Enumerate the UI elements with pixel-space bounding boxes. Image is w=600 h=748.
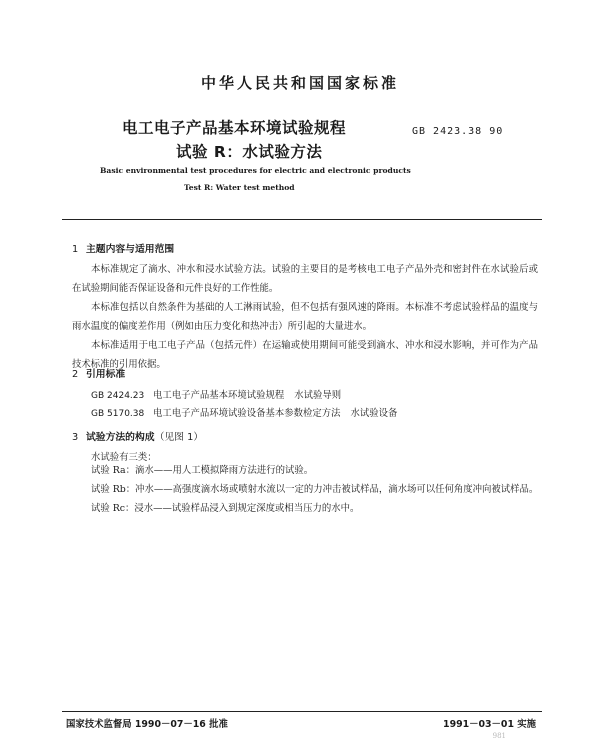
test-label: 试验 Rc：浸水——: [91, 503, 172, 514]
section-2-heading: [72, 366, 125, 380]
test-list: [91, 461, 539, 518]
reference-title: 电工电子产品环境试验设备基本参数检定方法: [153, 408, 341, 419]
document-subtitle: 试验 R：水试验方法: [176, 143, 323, 161]
section-number: 3: [72, 432, 79, 443]
list-item: [91, 480, 539, 499]
test-description: 高强度滴水场或喷射水流以一定的力冲击被试样品，滴水场可以任何角度冲向被试样品。: [172, 484, 539, 495]
header-divider: [62, 219, 542, 220]
reference-standard: [91, 405, 397, 419]
section-3-heading: [72, 429, 203, 443]
reference-code: GB 2424.23: [91, 391, 145, 401]
list-item: [91, 499, 539, 518]
reference-title: 电工电子产品基本环境试验规程: [153, 390, 285, 401]
section-1-heading: [72, 241, 174, 255]
section-number: 1: [72, 244, 79, 255]
approval-date: 国家技术监督局 1990－07－16 批准: [66, 719, 228, 730]
paragraph: 本标准适用于电工电子产品（包括元件）在运输或使用期间可能受到滴水、冲水和浸水影响，并可作为产品技术标准的引用依据。: [72, 340, 538, 370]
implementation-date: 1991－03－01 实施: [443, 719, 536, 730]
list-item: [91, 461, 539, 480]
section-title: 引用标准: [86, 369, 126, 380]
reference-code: GB 5170.38: [91, 409, 145, 419]
paragraph: 本标准包括以自然条件为基础的人工淋雨试验，但不包括有强风速的降雨。本标准不考虑试验样品的温度与雨水温度的偏度差作用（例如由压力变化和热冲击）所引起的大量进水。: [72, 302, 538, 332]
footer-divider: [62, 711, 542, 712]
section-title: 主题内容与适用范围: [86, 244, 175, 255]
reference-subtitle: 水试验导则: [294, 390, 342, 401]
paragraph: 本标准规定了滴水、冲水和浸水试验方法。试验的主要目的是考核电工电子产品外壳和密封件在水试验后或在试验期间能否保证设备和元件良好的工作性能。: [72, 264, 538, 294]
section-number: 2: [72, 369, 79, 380]
english-subtitle: Test R: Water test method: [184, 183, 295, 192]
page-number: 981: [492, 732, 506, 740]
test-label: 试验 Rb：冲水——: [91, 484, 173, 495]
standard-code: GB 2423.38 90: [412, 126, 504, 137]
reference-subtitle: 水试验设备: [350, 408, 398, 419]
english-title: Basic environmental test procedures for electric and electronic products: [100, 166, 411, 175]
section-title-note: （见图 1）: [154, 432, 204, 443]
test-label: 试验 Ra：滴水——: [91, 465, 173, 476]
test-description: 用人工模拟降雨方法进行的试验。: [172, 465, 314, 476]
test-description: 试验样品浸入到规定深度或相当压力的水中。: [171, 503, 360, 514]
section-title: 试验方法的构成: [86, 432, 155, 443]
section-1-body: [72, 260, 538, 374]
document-title: 电工电子产品基本环境试验规程: [122, 119, 347, 137]
national-standard-heading: 中华人民共和国国家标准: [200, 74, 399, 92]
reference-standard: [91, 387, 341, 401]
test-intro: 水试验有三类：: [91, 452, 157, 463]
